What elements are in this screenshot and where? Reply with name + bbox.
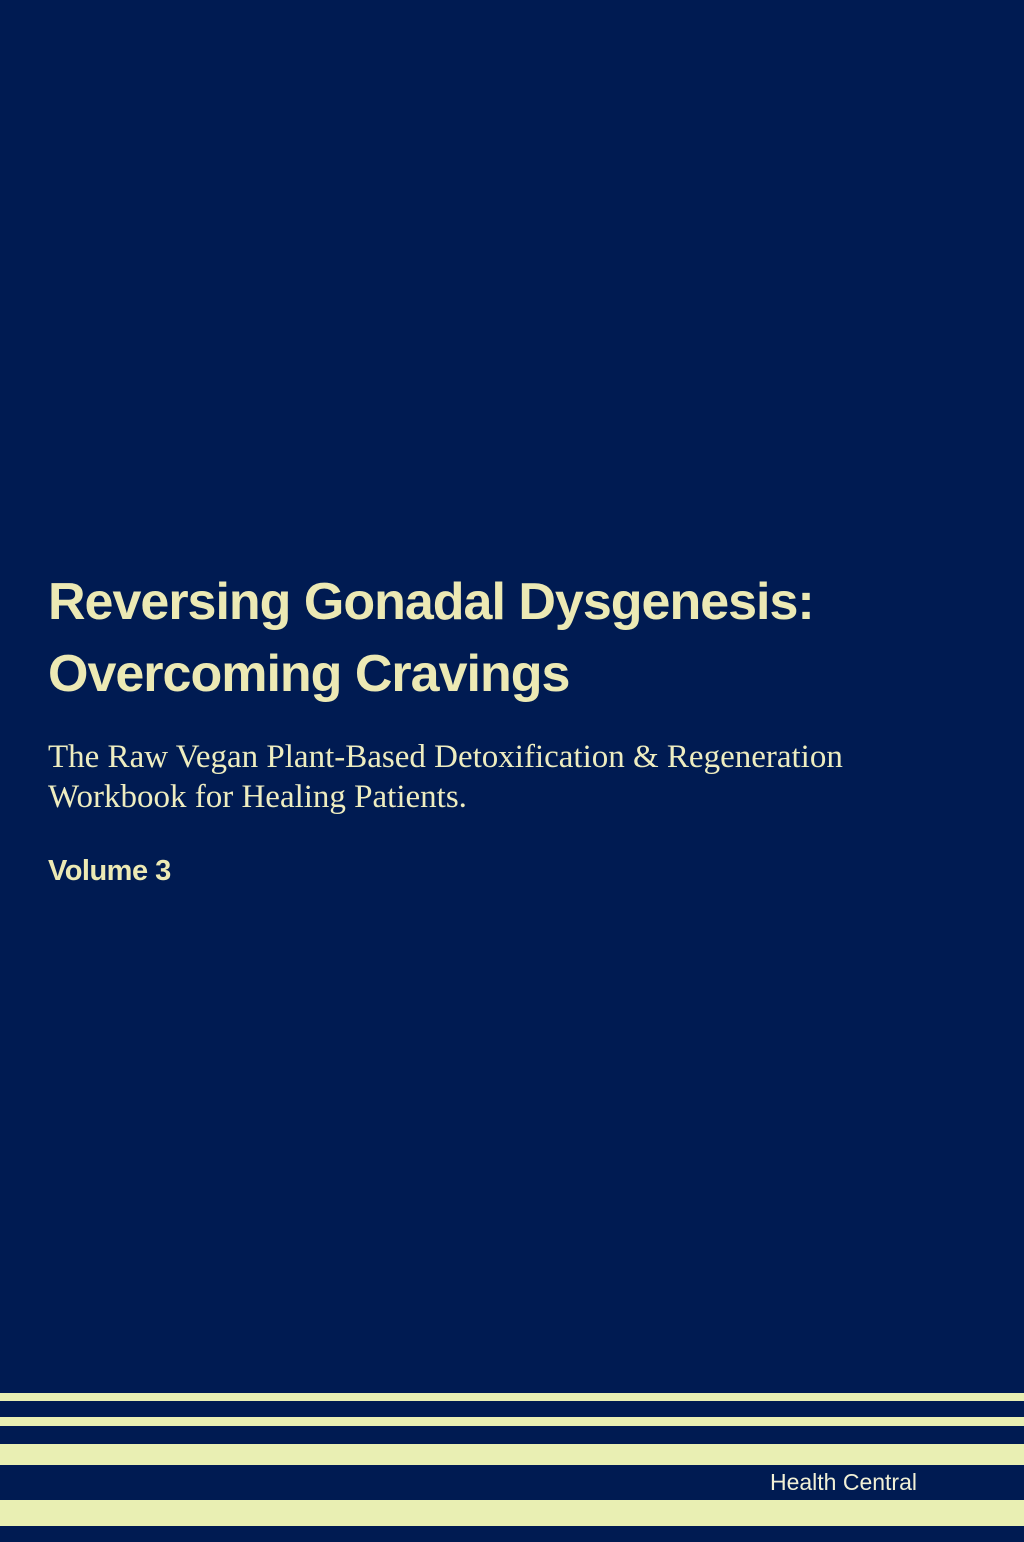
stripe-cream-thin-1	[0, 1393, 1024, 1401]
book-title	[48, 566, 994, 710]
book-subtitle-line-2: Workbook for Healing Patients.	[48, 779, 467, 815]
stripe-cream-medium	[0, 1444, 1024, 1465]
stripe-cream-thick	[0, 1500, 1024, 1526]
book-title-line-1: Reversing Gonadal Dysgenesis:	[48, 573, 814, 631]
book-title-line-2: Overcoming Cravings	[48, 645, 570, 703]
publisher-name: Health Central	[769, 1469, 917, 1495]
publisher-band	[0, 1465, 1024, 1500]
stripe-navy-gap-2	[0, 1426, 1024, 1444]
volume-label: Volume 3	[48, 855, 171, 887]
stripe-cream-thin-2	[0, 1417, 1024, 1426]
book-subtitle-line-1: The Raw Vegan Plant-Based Detoxification & Regeneration	[48, 739, 843, 775]
stripe-navy-bottom	[0, 1526, 1024, 1542]
footer-stripes	[0, 1393, 1024, 1542]
stripe-navy-gap-1	[0, 1401, 1024, 1417]
book-subtitle	[48, 737, 964, 817]
